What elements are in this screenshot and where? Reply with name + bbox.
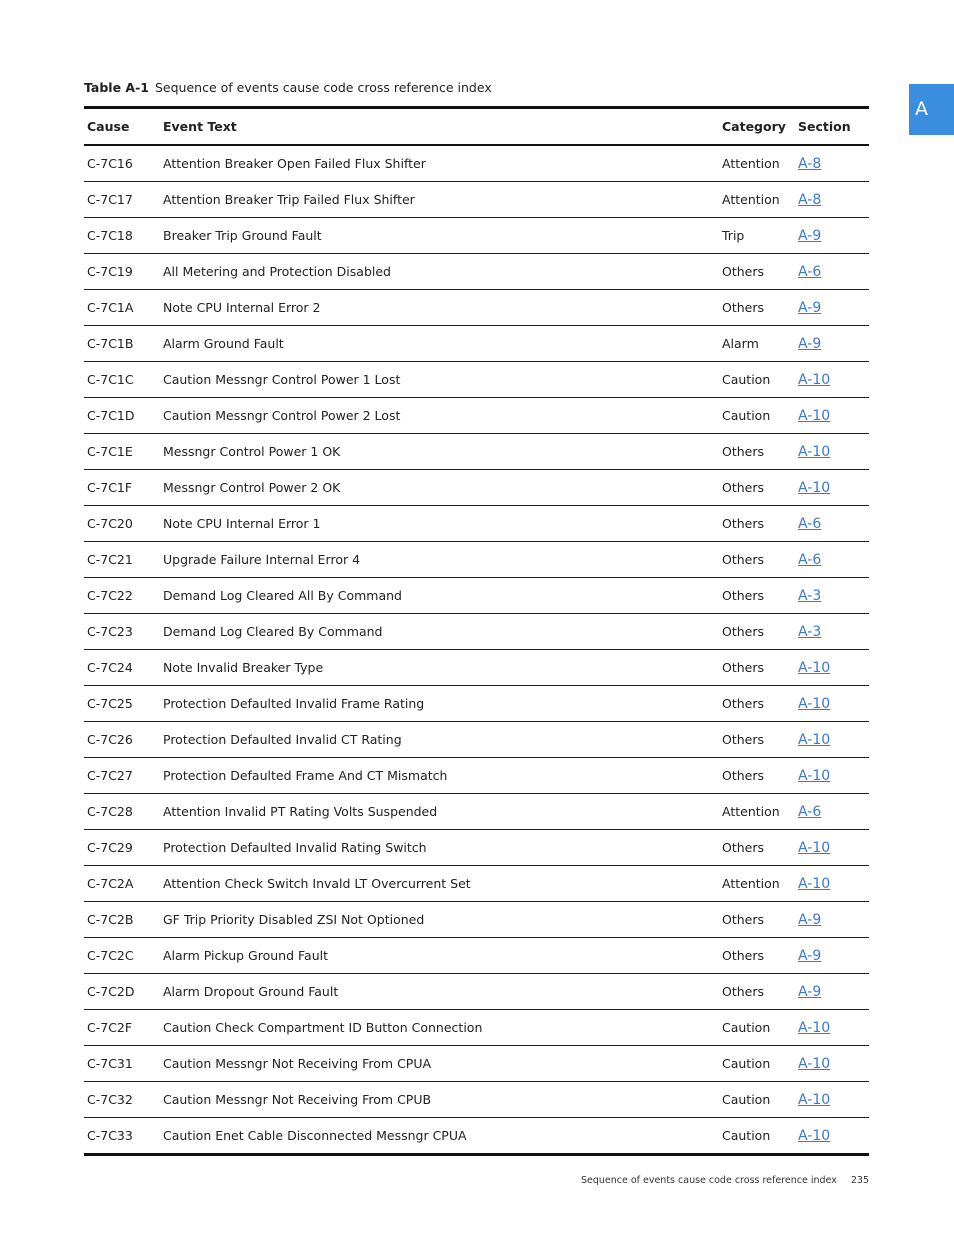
section-link[interactable]: A-10: [798, 407, 831, 424]
table-row: [84, 1118, 869, 1153]
category-cell: Attention: [722, 192, 780, 207]
event-text-cell: Caution Messngr Not Receiving From CPUB: [163, 1092, 432, 1107]
section-link[interactable]: A-10: [798, 839, 831, 856]
cause-cell: C-7C2D: [87, 984, 135, 999]
cause-cell: C-7C1A: [87, 300, 134, 315]
category-cell: Others: [722, 552, 765, 567]
cause-cell: C-7C17: [87, 192, 133, 207]
category-cell: Others: [722, 516, 765, 531]
table-header-row: [84, 109, 869, 146]
table-row: [84, 506, 869, 542]
table-row: [84, 254, 869, 290]
section-link[interactable]: A-3: [798, 587, 822, 604]
section-link[interactable]: A-10: [798, 695, 831, 712]
table-row: [84, 866, 869, 902]
event-text-cell: Note Invalid Breaker Type: [163, 660, 324, 675]
table-row: [84, 326, 869, 362]
section-link[interactable]: A-9: [798, 911, 822, 928]
cause-cell: C-7C27: [87, 768, 133, 783]
event-text-cell: All Metering and Protection Disabled: [163, 264, 391, 279]
table-row: [84, 758, 869, 794]
section-link[interactable]: A-10: [798, 371, 831, 388]
section-link[interactable]: A-10: [798, 1127, 831, 1144]
cause-cell: C-7C21: [87, 552, 133, 567]
category-cell: Others: [722, 588, 765, 603]
event-text-cell: Demand Log Cleared All By Command: [163, 588, 402, 603]
section-link[interactable]: A-9: [798, 947, 822, 964]
cause-cell: C-7C25: [87, 696, 133, 711]
table-row: [84, 902, 869, 938]
table-row: [84, 218, 869, 254]
table-row: [84, 470, 869, 506]
cause-cell: C-7C23: [87, 624, 133, 639]
page-footer: [581, 1175, 869, 1186]
event-text-cell: Messngr Control Power 2 OK: [163, 480, 341, 495]
event-text-cell: Caution Enet Cable Disconnected Messngr CPUA: [163, 1128, 467, 1143]
event-text-cell: Caution Messngr Control Power 2 Lost: [163, 408, 401, 423]
cause-cell: C-7C26: [87, 732, 133, 747]
section-link[interactable]: A-6: [798, 515, 822, 532]
event-text-cell: Alarm Dropout Ground Fault: [163, 984, 339, 999]
category-cell: Attention: [722, 876, 780, 891]
section-link[interactable]: A-10: [798, 479, 831, 496]
section-link[interactable]: A-10: [798, 659, 831, 676]
header-cause: Cause: [87, 119, 130, 134]
section-link[interactable]: A-8: [798, 191, 822, 208]
section-link[interactable]: A-10: [798, 767, 831, 784]
event-text-cell: Protection Defaulted Invalid CT Rating: [163, 732, 402, 747]
cause-cell: C-7C1E: [87, 444, 133, 459]
cause-cell: C-7C19: [87, 264, 133, 279]
table-row: [84, 398, 869, 434]
category-cell: Others: [722, 264, 765, 279]
section-link[interactable]: A-10: [798, 1091, 831, 1108]
category-cell: Attention: [722, 804, 780, 819]
category-cell: Caution: [722, 1128, 771, 1143]
header-event-text: Event Text: [163, 119, 237, 134]
event-text-cell: Caution Messngr Not Receiving From CPUA: [163, 1056, 432, 1071]
section-link[interactable]: A-3: [798, 623, 822, 640]
category-cell: Others: [722, 840, 765, 855]
table-row: [84, 794, 869, 830]
event-text-cell: Messngr Control Power 1 OK: [163, 444, 341, 459]
cause-cell: C-7C22: [87, 588, 133, 603]
cause-cell: C-7C2C: [87, 948, 134, 963]
cause-cell: C-7C1C: [87, 372, 134, 387]
category-cell: Caution: [722, 372, 771, 387]
category-cell: Others: [722, 984, 765, 999]
table-row: [84, 938, 869, 974]
header-section: Section: [798, 119, 851, 134]
table-caption: [84, 80, 492, 95]
table-row: [84, 830, 869, 866]
cause-cell: C-7C24: [87, 660, 133, 675]
event-text-cell: Alarm Ground Fault: [163, 336, 284, 351]
event-text-cell: Attention Breaker Trip Failed Flux Shifter: [163, 192, 415, 207]
section-link[interactable]: A-10: [798, 1019, 831, 1036]
category-cell: Others: [722, 444, 765, 459]
table-row: [84, 722, 869, 758]
section-link[interactable]: A-10: [798, 875, 831, 892]
event-text-cell: Upgrade Failure Internal Error 4: [163, 552, 361, 567]
section-link[interactable]: A-6: [798, 263, 822, 280]
table-body: [84, 146, 869, 1153]
category-cell: Caution: [722, 408, 771, 423]
section-link[interactable]: A-10: [798, 443, 831, 460]
table-row: [84, 1010, 869, 1046]
category-cell: Caution: [722, 1020, 771, 1035]
table-title: Sequence of events cause code cross reference index: [154, 80, 492, 95]
table-label: Table A-1: [84, 80, 149, 95]
table-row: [84, 290, 869, 326]
section-link[interactable]: A-10: [798, 1055, 831, 1072]
cause-cell: C-7C28: [87, 804, 133, 819]
category-cell: Others: [722, 624, 765, 639]
table-row: [84, 182, 869, 218]
event-text-cell: Note CPU Internal Error 1: [163, 516, 321, 531]
event-text-cell: Attention Invalid PT Rating Volts Suspended: [163, 804, 438, 819]
category-cell: Attention: [722, 156, 780, 171]
cause-cell: C-7C20: [87, 516, 133, 531]
cause-cell: C-7C1D: [87, 408, 135, 423]
table-row: [84, 1046, 869, 1082]
event-text-cell: Caution Check Compartment ID Button Connection: [163, 1020, 483, 1035]
section-link[interactable]: A-6: [798, 803, 822, 820]
footer-title: Sequence of events cause code cross reference index: [580, 1175, 837, 1186]
table-row: [84, 146, 869, 182]
table-row: [84, 434, 869, 470]
table-row: [84, 614, 869, 650]
category-cell: Others: [722, 948, 765, 963]
event-text-cell: Protection Defaulted Frame And CT Mismatch: [163, 768, 448, 783]
table-row: [84, 974, 869, 1010]
category-cell: Others: [722, 732, 765, 747]
appendix-tab-marker: A: [909, 84, 954, 135]
cause-cell: C-7C2A: [87, 876, 134, 891]
section-link[interactable]: A-10: [798, 731, 831, 748]
header-category: Category: [722, 119, 786, 134]
cause-cell: C-7C2F: [87, 1020, 133, 1035]
cause-cell: C-7C1B: [87, 336, 134, 351]
event-text-cell: Breaker Trip Ground Fault: [163, 228, 322, 243]
event-text-cell: Protection Defaulted Invalid Frame Rating: [163, 696, 425, 711]
category-cell: Caution: [722, 1092, 771, 1107]
category-cell: Alarm: [722, 336, 759, 351]
event-text-cell: Protection Defaulted Invalid Rating Switch: [163, 840, 427, 855]
cause-cell: C-7C2B: [87, 912, 134, 927]
category-cell: Others: [722, 696, 765, 711]
cause-cell: C-7C16: [87, 156, 133, 171]
category-cell: Others: [722, 912, 765, 927]
section-link[interactable]: A-9: [798, 299, 822, 316]
table-row: [84, 650, 869, 686]
section-link[interactable]: A-8: [798, 155, 822, 172]
section-link[interactable]: A-9: [798, 227, 822, 244]
event-text-cell: Caution Messngr Control Power 1 Lost: [163, 372, 401, 387]
table-row: [84, 686, 869, 722]
category-cell: Others: [722, 768, 765, 783]
category-cell: Others: [722, 300, 765, 315]
table-row: [84, 1082, 869, 1118]
cause-cell: C-7C29: [87, 840, 133, 855]
table-row: [84, 578, 869, 614]
event-text-cell: GF Trip Priority Disabled ZSI Not Optioned: [163, 912, 425, 927]
cause-cell: C-7C32: [87, 1092, 133, 1107]
cause-cell: C-7C18: [87, 228, 133, 243]
category-cell: Caution: [722, 1056, 771, 1071]
cross-reference-table: [84, 106, 869, 1156]
category-cell: Others: [722, 660, 765, 675]
section-link[interactable]: A-6: [798, 551, 822, 568]
event-text-cell: Attention Check Switch Invald LT Overcurrent Set: [163, 876, 471, 891]
table-row: [84, 542, 869, 578]
page-number: 235: [850, 1175, 869, 1186]
event-text-cell: Alarm Pickup Ground Fault: [163, 948, 328, 963]
event-text-cell: Demand Log Cleared By Command: [163, 624, 383, 639]
cause-cell: C-7C1F: [87, 480, 133, 495]
cause-cell: C-7C31: [87, 1056, 133, 1071]
cause-cell: C-7C33: [87, 1128, 133, 1143]
category-cell: Others: [722, 480, 765, 495]
event-text-cell: Note CPU Internal Error 2: [163, 300, 321, 315]
section-link[interactable]: A-9: [798, 983, 822, 1000]
category-cell: Trip: [722, 228, 745, 243]
section-link[interactable]: A-9: [798, 335, 822, 352]
table-row: [84, 362, 869, 398]
event-text-cell: Attention Breaker Open Failed Flux Shifter: [163, 156, 426, 171]
